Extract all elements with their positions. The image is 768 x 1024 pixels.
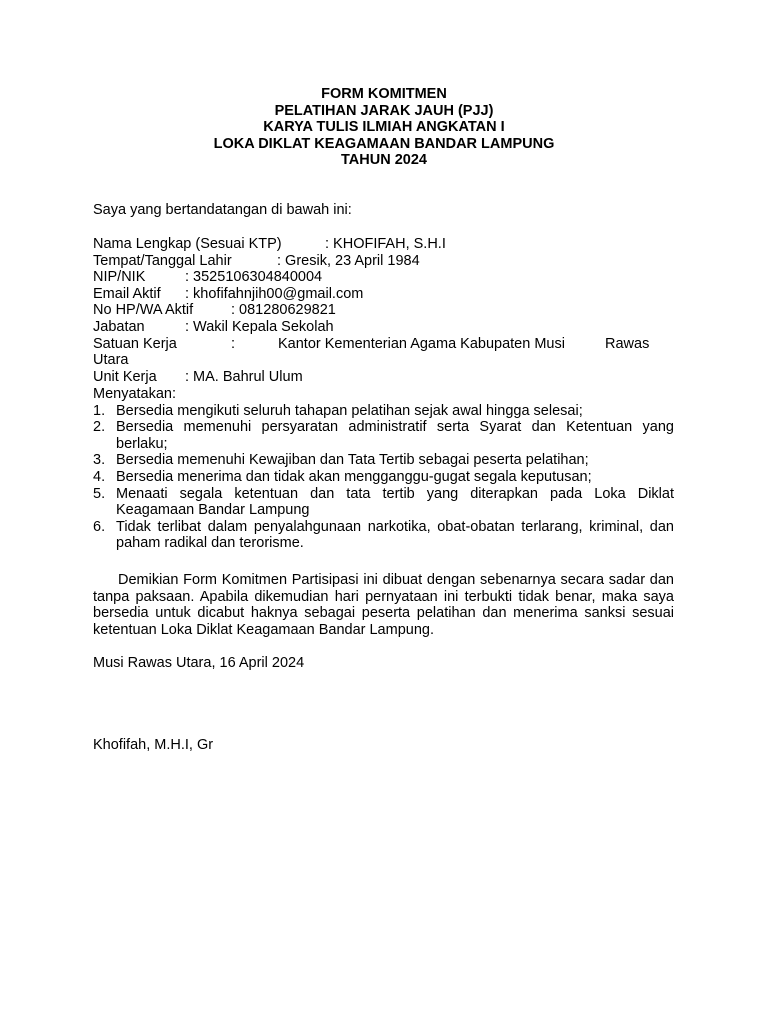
field-value: : Wakil Kepala Sekolah [185,318,334,335]
field-label: Unit Kerja [93,368,157,385]
list-item [93,403,674,420]
declaration-list [93,403,674,552]
list-text: Bersedia mengikuti seluruh tahapan pelatihan sejak awal hingga selesai; [116,402,583,419]
header-institution: LOKA DIKLAT KEAGAMAAN BANDAR LAMPUNG [213,135,555,152]
field-value: : khofifahnjih00@gmail.com [185,285,364,302]
list-item [93,519,674,552]
field-jabatan [93,319,674,336]
list-number: 1. [93,402,106,419]
document-header [0,86,768,169]
closing-paragraph: Demikian Form Komitmen Partisipasi ini dibuat dengan sebenarnya secara sadar dan tanpa paksaan. Apabila dikemudian hari pernyataan ini terbukti tidak benar, maka saya bersedia untuk dicabut haknya sebagai peserta pelatihan dan menerima sanksi sesuai ketentuan Loka Diklat Keagamaan Bandar Lampung. [93,572,674,638]
list-item [93,452,674,469]
declaration-title: Menyatakan: [93,386,177,402]
list-text: Menaati segala ketentuan dan tata tertib yang diterapkan pada Loka Diklat Keagamaan Bandar Lampung [116,485,674,519]
field-value: : Gresik, 23 April 1984 [277,252,420,269]
header-title: FORM KOMITMEN [321,86,447,102]
field-value: : MA. Bahrul Ulum [185,368,303,385]
list-item [93,486,674,519]
field-ttl [93,253,674,270]
field-value-end: Rawas [605,335,650,352]
field-value: : 3525106304840004 [185,269,323,286]
field-label: Satuan Kerja [93,335,177,352]
header-program: PELATIHAN JARAK JAUH (PJJ) [274,102,494,119]
list-text: Bersedia menerima dan tidak akan mengganggu-gugat segala keputusan; [116,468,592,485]
list-item [93,469,674,486]
field-label: NIP/NIK [93,269,146,286]
list-number: 4. [93,468,106,485]
field-colon: : [231,335,236,352]
identity-fields [93,236,674,385]
field-nip [93,269,674,286]
place-date: Musi Rawas Utara, 16 April 2024 [93,655,305,671]
list-item [93,419,674,452]
field-satuan [93,336,674,369]
field-label: Tempat/Tanggal Lahir [93,252,232,269]
list-text: Tidak terlibat dalam penyalahgunaan narkotika, obat-obatan terlarang, kriminal, dan paham radikal dan terorisme. [116,518,674,552]
list-number: 3. [93,452,106,469]
field-value: : 081280629821 [231,302,336,319]
list-number: 6. [93,518,106,535]
field-value: Kantor Kementerian Agama Kabupaten Musi [278,335,565,352]
field-hp [93,302,674,319]
field-unit [93,369,674,386]
declaration-section [93,386,674,552]
intro-text: Saya yang bertandatangan di bawah ini: [93,202,352,218]
field-label: No HP/WA Aktif [93,302,194,319]
field-label: Nama Lengkap (Sesuai KTP) [93,236,282,252]
field-label: Email Aktif [93,285,161,302]
header-year: TAHUN 2024 [341,152,427,168]
field-label: Jabatan [93,318,145,335]
list-number: 2. [93,419,106,436]
header-batch: KARYA TULIS ILMIAH ANGKATAN I [263,119,505,135]
list-text: Bersedia memenuhi Kewajiban dan Tata Tertib sebagai peserta pelatihan; [116,452,589,469]
field-email [93,286,674,303]
signer-name: Khofifah, M.H.I, Gr [93,737,214,753]
list-number: 5. [93,485,106,502]
field-value-continuation: Utara [93,352,129,369]
list-text: Bersedia memenuhi persyaratan administratif serta Syarat dan Ketentuan yang berlaku; [116,419,674,452]
field-nama [93,236,674,253]
field-value: : KHOFIFAH, S.H.I [325,236,446,252]
